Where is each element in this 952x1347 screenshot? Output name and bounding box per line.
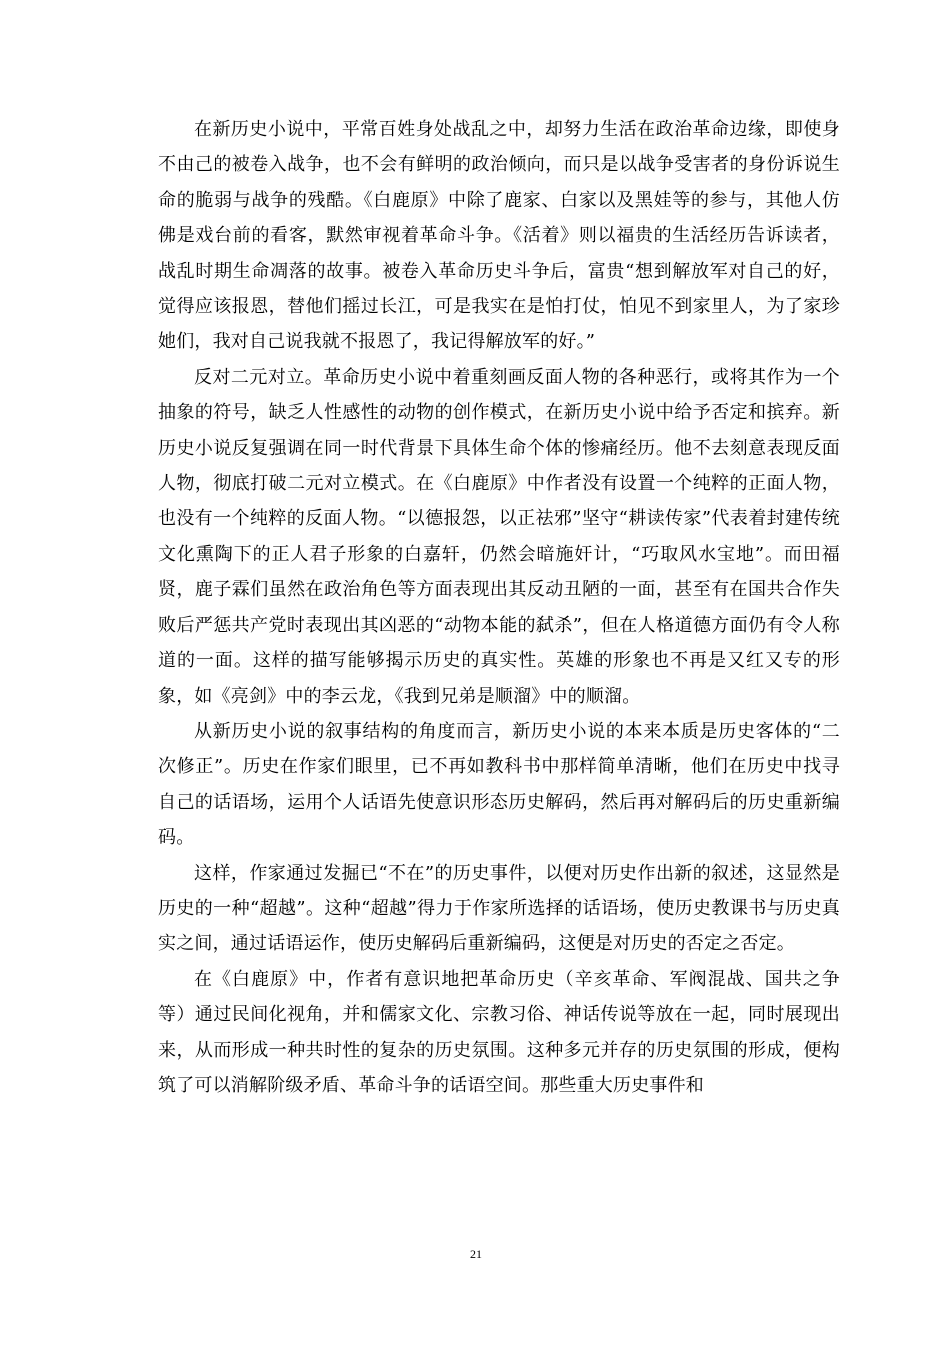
- paragraph-2: 反对二元对立。革命历史小说中着重刻画反面人物的各种恶行，或将其作为一个抽象的符号，缺乏人性感性的动物的创作模式，在新历史小说中给予否定和摈弃。新历史小说反复强调在同一时代背景下具体生命个体的惨痛经历。他不去刻意表现反面人物，彻底打破二元对立模式。在《白鹿原》中作者没有设置一个纯粹的正面人物，也没有一个纯粹的反面人物。“以德报怨，以正祛邪”坚守“耕读传家”代表着封建传统文化熏陶下的正人君子形象的白嘉轩，仍然会暗施奸计，“巧取风水宝地”。而田福贤，鹿子霖们虽然在政治角色等方面表现出其反动丑陋的一面，甚至有在国共合作失败后严惩共产党时表现出其凶恶的“动物本能的弑杀”，但在人格道德方面仍有令人称道的一面。这样的描写能够揭示历史的真实性。英雄的形象也不再是又红又专的形象，如《亮剑》中的李云龙，《我到兄弟是顺溜》中的顺溜。: [158, 366, 840, 707]
- page-number: 21: [470, 1247, 482, 1261]
- document-page: [158, 112, 840, 1103]
- paragraph-4: 这样，作家通过发掘已“不在”的历史事件，以便对历史作出新的叙述，这显然是历史的一种“超越”。这种“超越”得力于作家所选择的话语场，使历史教课书与历史真实之间，通过话语运作，使历史解码后重新编码，这便是对历史的否定之否定。: [158, 862, 840, 955]
- paragraph-1: 在新历史小说中，平常百姓身处战乱之中，却努力生活在政治革命边缘，即使身不由己的被卷入战争，也不会有鲜明的政治倾向，而只是以战争受害者的身份诉说生命的脆弱与战争的残酷。《白鹿原》中除了鹿家、白家以及黑娃等的参与，其他人仿佛是戏台前的看客，默然审视着革命斗争。《活着》则以福贵的生活经历告诉读者，战乱时期生命凋落的故事。被卷入革命历史斗争后，富贵“想到解放军对自己的好，觉得应该报恩，替他们摇过长江，可是我实在是怕打仗，怕见不到家里人，为了家珍她们，我对自己说我就不报恩了，我记得解放军的好。”: [158, 119, 840, 353]
- paragraph-3: 从新历史小说的叙事结构的角度而言，新历史小说的本来本质是历史客体的“二次修正”。历史在作家们眼里，已不再如教科书中那样简单清晰，他们在历史中找寻自己的话语场，运用个人话语先使意识形态历史解码，然后再对解码后的历史重新编码。: [158, 720, 840, 849]
- paragraph-5: 在《白鹿原》中，作者有意识地把革命历史（辛亥革命、军阀混战、国共之争等）通过民间化视角，并和儒家文化、宗教习俗、神话传说等放在一起，同时展现出来，从而形成一种共时性的复杂的历史氛围。这种多元并存的历史氛围的形成，便构筑了可以消解阶级矛盾、革命斗争的话语空间。那些重大历史事件和: [158, 968, 840, 1096]
